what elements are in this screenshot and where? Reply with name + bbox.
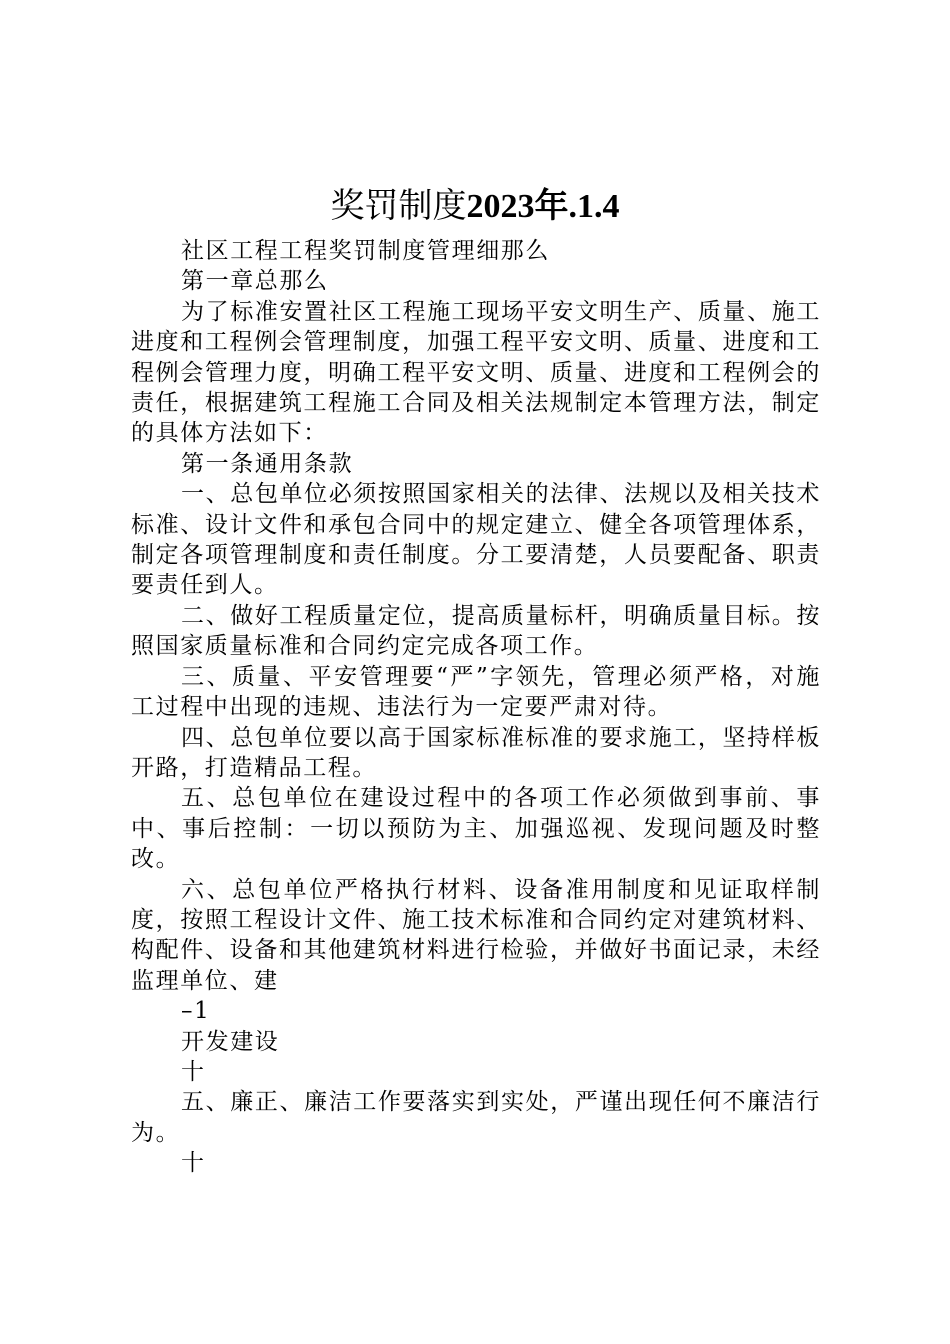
page-number: –1: [181, 998, 211, 1025]
paragraph-fragment-3: 十: [181, 1150, 206, 1177]
paragraph-item-3: 三、质量、平安管理要“严”字领先，管理必须严格，对施工过程中出现的违规、违法行为一定要严肃对待。: [131, 663, 821, 721]
title-text: 奖罚制度: [330, 186, 467, 226]
paragraph-article-heading: 第一条通用条款: [181, 450, 354, 477]
paragraph-item-5: 五、总包单位在建设过程中的各项工作必须做到事前、事中、事后控制：一切以预防为主、加强巡视、发现问题及时整改。: [131, 785, 821, 873]
paragraph-fragment-2: 十: [181, 1058, 206, 1085]
paragraph-item-1: 一、总包单位必须按照国家相关的法律、法规以及相关技术标准、设计文件和承包合同中的规定建立、健全各项管理体系，制定各项管理制度和责任制度。分工要清楚，人员要配备、职责要责任到人。: [131, 481, 821, 599]
paragraph-intro: 为了标准安置社区工程施工现场平安文明生产、质量、施工进度和工程例会管理制度，加强工程平安文明、质量、进度和工程例会管理力度，明确工程平安文明、质量、进度和工程例会的责任，根据建筑工程施工合同及相关法规制定本管理方法，制定的具体方法如下：: [131, 298, 821, 447]
document-body: [131, 236, 821, 1179]
paragraph-fragment-1: 开发建设: [181, 1028, 280, 1055]
paragraph-item-2: 二、做好工程质量定位，提高质量标杆，明确质量目标。按照国家质量标准和合同约定完成各项工作。: [131, 602, 821, 660]
document-title: [0, 182, 950, 231]
paragraph-integrity: 五、廉正、廉洁工作要落实到实处，严谨出现任何不廉洁行为。: [131, 1089, 821, 1146]
title-date: 2023年.1.4: [466, 188, 620, 225]
paragraph-chapter-heading: 第一章总那么: [181, 268, 329, 295]
paragraph-item-4: 四、总包单位要以高于国家标准标准的要求施工，坚持样板开路，打造精品工程。: [131, 724, 821, 781]
paragraph-item-6: 六、总包单位严格执行材料、设备准用制度和见证取样制度，按照工程设计文件、施工技术标准和合同约定对建筑材料、构配件、设备和其他建筑材料进行检验，并做好书面记录，未经监理单位、建: [131, 876, 821, 994]
paragraph-subtitle: 社区工程工程奖罚制度管理细那么: [181, 238, 550, 264]
